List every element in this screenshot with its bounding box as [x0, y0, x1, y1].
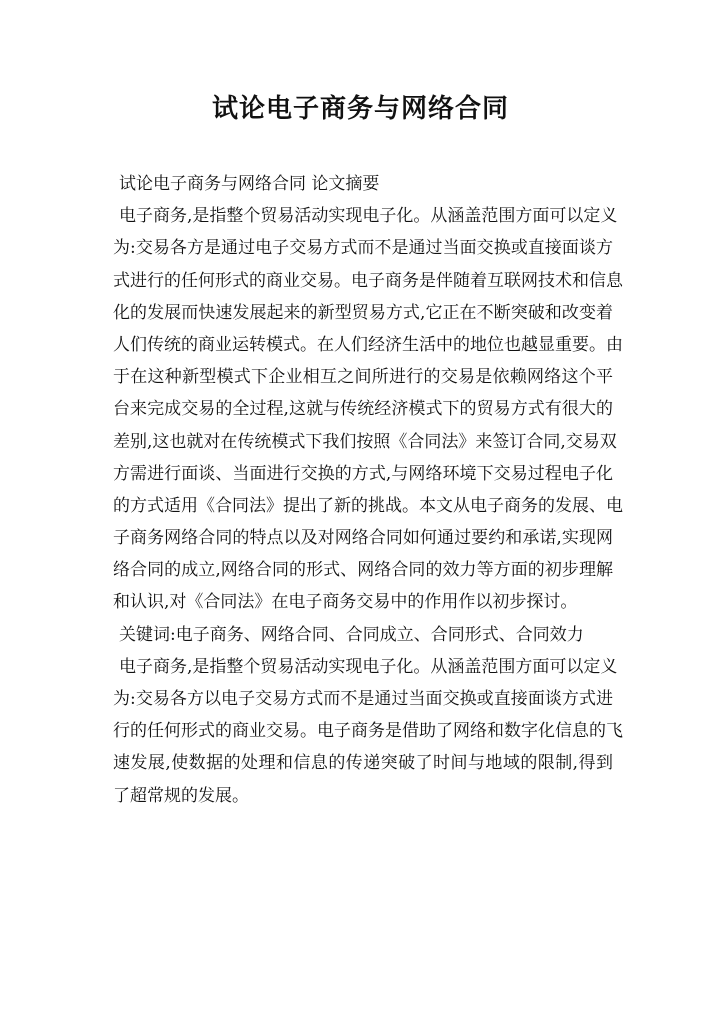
paragraph-line: 速发展,使数据的处理和信息的传递突破了时间与地域的限制,得到 [113, 753, 613, 774]
paragraph-line: 台来完成交易的全过程,这就与传统经济模式下的贸易方式有很大的 [113, 399, 613, 420]
paragraph-line: 化的发展而快速发展起来的新型贸易方式,它正在不断突破和改变着 [113, 302, 613, 323]
paragraph-line: 电子商务,是指整个贸易活动实现电子化。从涵盖范围方面可以定义 [119, 206, 618, 227]
keywords-line: 关键词:电子商务、网络合同、合同成立、合同形式、合同效力 [119, 624, 584, 645]
paragraph-line: 电子商务,是指整个贸易活动实现电子化。从涵盖范围方面可以定义 [119, 656, 618, 677]
paragraph-line: 人们传统的商业运转模式。在人们经济生活中的地位也越显重要。由 [113, 334, 623, 355]
paragraph-line: 式进行的任何形式的商业交易。电子商务是伴随着互联网技术和信息 [113, 270, 623, 291]
document-body [113, 168, 623, 812]
paragraph-line: 差别,这也就对在传统模式下我们按照《合同法》来签订合同,交易双 [113, 431, 617, 452]
paragraph-line: 于在这种新型模式下企业相互之间所进行的交易是依赖网络这个平 [113, 367, 613, 388]
paragraph-line: 行的任何形式的商业交易。电子商务是借助了网络和数字化信息的飞 [113, 721, 623, 742]
abstract-heading: 试论电子商务与网络合同 论文摘要 [119, 174, 380, 194]
paragraph-line: 子商务网络合同的特点以及对网络合同如何通过要约和承诺,实现网 [113, 528, 613, 549]
paragraph-line: 的方式适用《合同法》提出了新的挑战。本文从电子商务的发展、电 [113, 495, 623, 516]
paragraph-line: 了超常规的发展。 [113, 785, 249, 806]
paragraph-line: 和认识,对《合同法》在电子商务交易中的作用作以初步探讨。 [113, 592, 578, 613]
paragraph-line: 络合同的成立,网络合同的形式、网络合同的效力等方面的初步理解 [113, 560, 613, 581]
paragraph-line: 为:交易各方以电子交易方式而不是通过当面交换或直接面谈方式进 [113, 689, 613, 709]
document-title: 试论电子商务与网络合同 [211, 94, 509, 124]
paragraph-line: 为:交易各方是通过电子交易方式而不是通过当面交换或直接面谈方 [113, 238, 613, 259]
paragraph-line: 方需进行面谈、当面进行交换的方式,与网络环境下交易过程电子化 [113, 463, 613, 484]
